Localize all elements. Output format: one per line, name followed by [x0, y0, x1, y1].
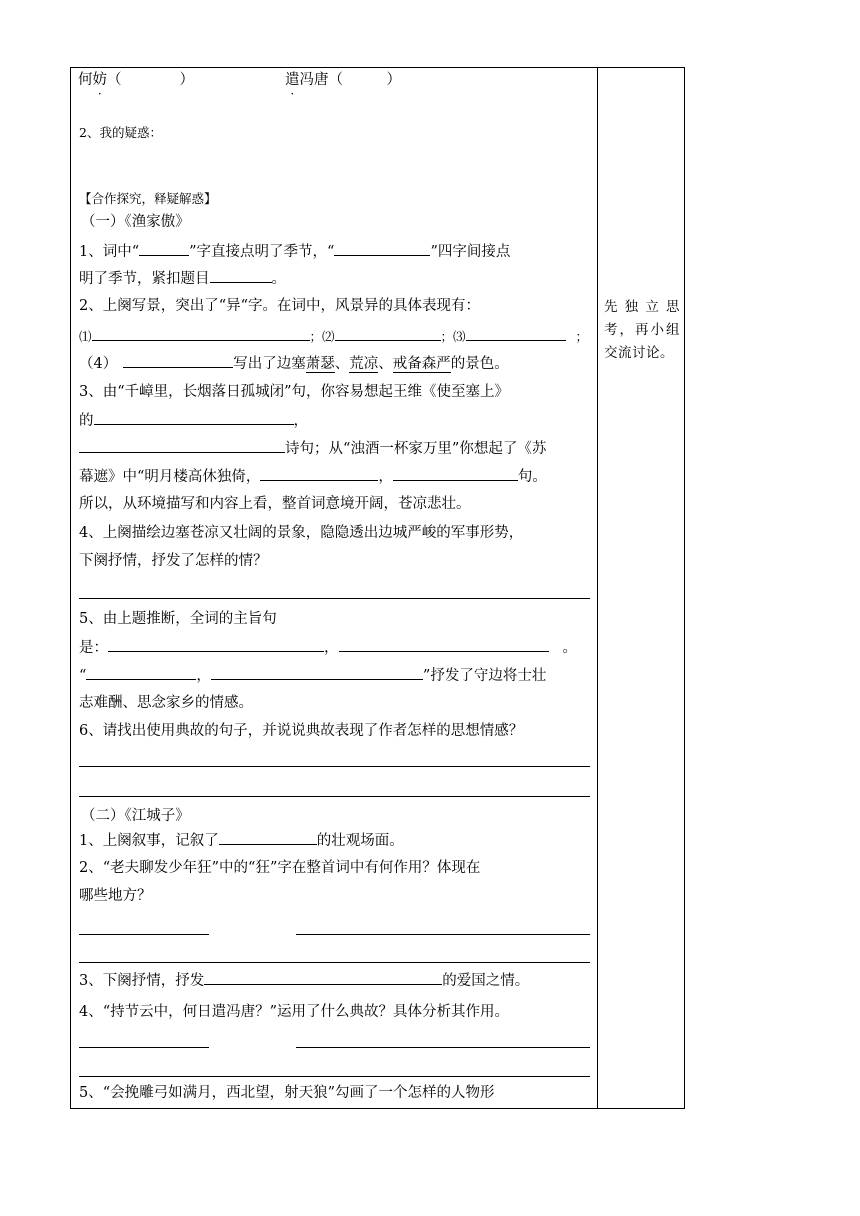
p1-q4-line1: 4、上阕描绘边塞苍凉又壮阔的景象，隐隐透出边城严峻的军事形势，	[79, 525, 524, 541]
text: 幕遮》中“明月楼高休独倚，	[79, 469, 261, 485]
text: ”抒发了守边将士壮	[422, 668, 547, 684]
text: 的景色。	[450, 356, 509, 372]
blank[interactable]	[204, 970, 442, 985]
blank[interactable]	[79, 438, 285, 453]
text: 3、下阕抒情，抒发	[79, 973, 205, 989]
p1-q3-line5: 所以，从环境描写和内容上看，整首词意境开阔，苍凉悲壮。	[79, 496, 471, 512]
text: ，	[324, 640, 339, 656]
p1-q5-line4: 志难酬、思念家乡的情感。	[79, 695, 253, 711]
blank[interactable]	[393, 466, 518, 481]
answer-line[interactable]	[79, 796, 590, 797]
blank[interactable]	[108, 637, 324, 652]
section-heading: 【合作探究，释疑解惑】	[79, 191, 217, 206]
underlined-text: 荒凉	[349, 356, 379, 372]
blank[interactable]	[335, 326, 441, 341]
text: ，	[378, 469, 393, 485]
blank[interactable]	[334, 241, 430, 256]
blank[interactable]	[139, 241, 189, 256]
answer-line[interactable]	[79, 766, 590, 767]
blank[interactable]	[123, 353, 233, 368]
text: 明了季节，紧扣题目	[79, 271, 210, 287]
p2-q5: 5、“会挽雕弓如满月，西北望，射天狼”勾画了一个怎样的人物形	[79, 1085, 495, 1101]
text: ，	[196, 668, 211, 684]
p1-q3-line1: 3、由“千嶂里，长烟落日孤城闭”句，你容易想起王维《使至塞上》	[79, 384, 510, 400]
p1-q3-line4	[79, 466, 547, 487]
answer-paren: （ ）	[107, 72, 194, 88]
dotted-char: 妨	[92, 72, 107, 88]
p2-q3	[79, 970, 529, 991]
text: 的壮观场面。	[316, 833, 404, 849]
marker: （4）	[79, 356, 118, 372]
p1-q3-line3	[79, 438, 546, 459]
text: 1、词中“	[79, 244, 140, 260]
answer-line[interactable]	[79, 934, 209, 935]
p1-q5-line3	[79, 665, 546, 686]
blank[interactable]	[211, 665, 423, 680]
doubts-label: 2、我的疑惑：	[79, 125, 162, 140]
text: 句。	[517, 469, 547, 485]
blank[interactable]	[219, 830, 317, 845]
pinyin-item-1	[78, 70, 194, 90]
marker: ；⑶	[440, 329, 466, 344]
text: 。	[271, 271, 286, 287]
text: “	[79, 668, 87, 684]
text: 1、上阕叙事，记叙了	[79, 833, 219, 849]
text: 写出了边塞	[233, 356, 306, 372]
text: ”字直接点明了季节，“	[189, 244, 335, 260]
p1-q5-line2	[79, 637, 577, 658]
text: 、	[334, 356, 350, 372]
text: 的	[79, 413, 94, 429]
side-note: 先独立思考，再小组交流讨论。	[604, 299, 680, 361]
p1-q2-line1: 2、上阕写景，突出了“异“字。在词中，风景异的具体表现有：	[79, 298, 481, 314]
answer-line[interactable]	[79, 1076, 590, 1077]
blank[interactable]	[339, 637, 549, 652]
marker: ；⑵	[309, 329, 335, 344]
marker: ⑴	[79, 329, 92, 344]
blank[interactable]	[92, 326, 310, 341]
pinyin-item-2	[285, 70, 401, 90]
p2-q2-line2: 哪些地方？	[79, 888, 152, 904]
text: 。	[562, 640, 577, 656]
text: ”四字间接点	[430, 244, 511, 260]
text: 诗句；从“浊酒一杯家万里”你想起了《苏	[285, 441, 547, 457]
text: ，	[293, 413, 308, 429]
answer-line[interactable]	[296, 1047, 590, 1048]
p1-q2-line2	[79, 326, 588, 347]
p1-q6: 6、请找出使用典故的句子，并说说典故表现了作者怎样的思想情感？	[79, 723, 524, 739]
p2-q4: 4、“持节云中，何日遣冯唐？”运用了什么典故？具体分析其作用。	[79, 1004, 510, 1020]
answer-line[interactable]	[296, 934, 590, 935]
p1-q1-line2	[79, 268, 286, 289]
char: 冯唐	[299, 72, 329, 88]
text: 的爱国之情。	[442, 973, 530, 989]
underlined-text: 戒备森严	[392, 356, 451, 372]
dotted-char: 遣	[285, 72, 300, 88]
marker: ；	[575, 329, 589, 344]
blank[interactable]	[86, 665, 196, 680]
p1-q3-line2	[79, 410, 308, 431]
blank[interactable]	[466, 326, 566, 341]
p1-q1-line1	[79, 241, 510, 262]
p2-q2-line1: 2、“老夫聊发少年狂”中的“狂”字在整首词中有何作用？体现在	[79, 860, 481, 876]
blank[interactable]	[94, 410, 294, 425]
answer-paren: （ ）	[328, 72, 401, 88]
char: 何	[78, 72, 93, 88]
text: 是：	[79, 640, 108, 656]
part2-title: （二）《江城子》	[81, 808, 190, 824]
p2-q1	[79, 830, 404, 851]
p1-q4-line2: 下阕抒情，抒发了怎样的情？	[79, 553, 268, 569]
p1-q5-line1: 5、由上题推断，全词的主旨句	[79, 611, 277, 627]
underlined-text: 萧瑟	[305, 356, 335, 372]
answer-line[interactable]	[79, 962, 590, 963]
p1-q2-line3	[79, 353, 509, 374]
blank[interactable]	[260, 466, 378, 481]
text: 、	[378, 356, 393, 372]
answer-line[interactable]	[79, 598, 590, 599]
blank[interactable]	[210, 268, 272, 283]
answer-line[interactable]	[79, 1047, 209, 1048]
part1-title: （一）《渔家傲》	[81, 214, 190, 230]
column-divider	[597, 67, 598, 1109]
